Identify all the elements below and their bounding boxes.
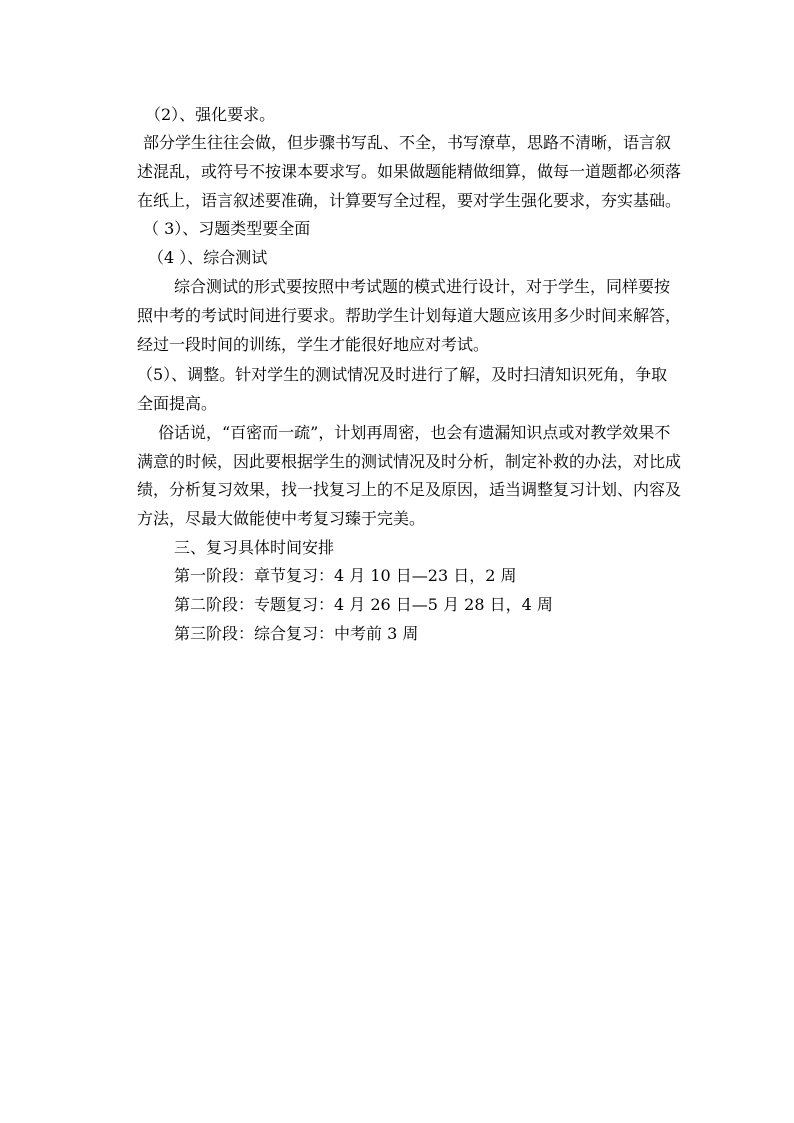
heading-comprehensive-test: （4 ）、综合测试	[148, 248, 268, 267]
paragraph-line: （5）、调整。针对学生的测试情况及时进行了解，及时扫清知识死角，争取	[137, 365, 668, 384]
paragraph-line: 方法，尽最大做能使中考复习臻于完美。	[137, 509, 426, 528]
paragraph-line: 述混乱，或符号不按课本要求写。如果做题能精做细算，做每一道题都必须落	[137, 162, 682, 181]
paragraph-line: 部分学生往往会做，但步骤书写乱、不全，书写潦草，思路不清晰，语言叙	[143, 133, 672, 152]
schedule-item-stage-2: 第二阶段：专题复习：4 月 26 日—5 月 28 日，4 周	[174, 595, 553, 614]
paragraph-line: 满意的时候，因此要根据学生的测试情况及时分析，制定补救的办法，对比成	[137, 452, 682, 471]
paragraph-line: 照中考的考试时间进行要求。帮助学生计划每道大题应该用多少时间来解答，	[137, 306, 682, 325]
heading-exercise-types: （ 3）、习题类型要全面	[143, 219, 311, 238]
paragraph-line: 绩，分析复习效果，找一找复习上的不足及原因，适当调整复习计划、内容及	[137, 480, 682, 499]
paragraph-line: 全面提高。	[137, 394, 218, 413]
paragraph-line: 经过一段时间的训练，学生才能很好地应对考试。	[137, 335, 490, 354]
paragraph-line: 俗话说，“百密而一疏”，计划再周密，也会有遗漏知识点或对教学效果不	[158, 423, 671, 442]
heading-strengthen-requirements: （2）、强化要求。	[145, 105, 276, 124]
paragraph-line: 综合测试的形式要按照中考试题的模式进行设计，对于学生，同样要按	[174, 277, 671, 296]
section-heading-schedule: 三、复习具体时间安排	[174, 538, 335, 557]
schedule-item-stage-3: 第三阶段：综合复习：中考前 3 周	[174, 624, 419, 643]
schedule-item-stage-1: 第一阶段：章节复习：4 月 10 日—23 日，2 周	[174, 566, 517, 585]
paragraph-line: 在纸上，语言叙述要准确，计算要写全过程，要对学生强化要求，夯实基础。	[137, 191, 682, 210]
